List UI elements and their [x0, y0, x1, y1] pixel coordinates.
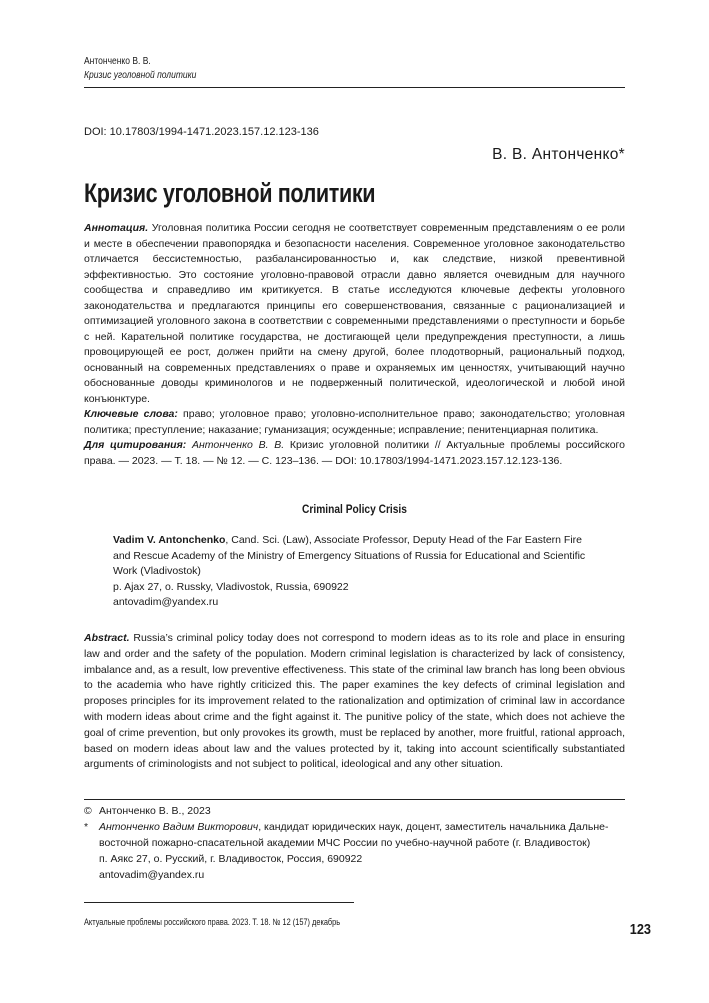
footnotes — [84, 803, 625, 883]
article-author: В. В. Антонченко* — [492, 146, 625, 163]
author-footnote-mark: * — [84, 821, 89, 833]
journal-footer: Актуальные проблемы российского права. 2023. Т. 18. № 12 (157) декабрь — [84, 917, 341, 927]
annotation-text: Уголовная политика России сегодня не соответствует современным представлениям о ее роли и месте в обеспечении правопорядка и безопасности населения. Современное уголовное законодательство отличается бессистемностью, разбалансированностью и, как следствие, низкой превентивной эффективностью. Это состояние уголовно-правовой отрасли давно является очевидным для научного сообщества и справедливо им критикуется. В статье исследуются ключевые дефекты уголовного законодательства и предлагаются принципы его совершенствования, связанные с рационализацией и оптимизацией уголовного закона в соответствии с современными представлениями о преступности и борьбе с ней. Карательной политике государства, не достигающей цели предупреждения преступности, а лишь провоцирующей ее рост, должен прийти на смену другой, более плодотворный, рациональный подход, основанный на современных представлениях о праве и охраняемых им ценностях, учитывающий научно обоснованные доводы криминологов и не подверженный политической, идеологической и любой иной конъюнктуре. — [84, 222, 625, 405]
english-author-line-1 — [113, 533, 613, 549]
header-rule — [84, 87, 625, 88]
english-address: p. Ajax 27, o. Russky, Vladivostok, Russia, 690922 — [113, 580, 349, 593]
footnote-line-3: п. Аякс 27, о. Русский, г. Владивосток, Россия, 690922 — [99, 853, 363, 865]
citation-label: Для цитирования: — [84, 439, 187, 451]
citation-author: Антонченко В. В. — [192, 439, 285, 451]
footnote-author-name: Антонченко Вадим Викторович — [99, 821, 259, 833]
footnote-line-4: antovadim@yandex.ru — [99, 869, 205, 881]
running-header-author: Антонченко В. В. — [84, 56, 151, 67]
doi-line: DOI: 10.17803/1994-1471.2023.157.12.123-136 — [84, 126, 319, 138]
english-affiliation-3: Work (Vladivostok) — [113, 565, 201, 577]
english-affiliation-2: and Rescue Academy of the Ministry of Emergency Situations of Russia for Educational and Scientific — [113, 549, 586, 562]
author-footnote-body — [99, 819, 625, 883]
russian-abstract-block — [84, 221, 625, 469]
footnote-line-2: восточной пожарно-спасательной академии МЧС России по учебно-научной работе (г. Владивосток) — [99, 837, 591, 849]
english-abstract — [84, 631, 625, 773]
english-abstract-text: Russia’s criminal policy today does not correspond to modern ideas as to its role and place in ensuring law and order and the safety of the population. Modern criminal legislation is characterized by lack of consistency, imbalance and, as a result, low preventive effectiveness. This state of the criminal law branch has long been obvious to the academia who have rightly criticized this. The paper examines the key defects of criminal legislation and proposes principles for its improvement related to the rationalization and optimization of criminal law in accordance with modern ideas about crime and the fight against it. The punitive policy of the state, which does not achieve the goal of crime prevention, but only provokes its growth, must be replaced by another, more fruitful, rational approach, based on modern ideas about law and the values protected by it, taking into account scientifically substantiated arguments of criminologists and not subject to political, ideological and any other situation. — [84, 632, 625, 771]
copyright-footnote — [84, 803, 625, 819]
author-footnote — [84, 819, 625, 883]
english-abstract-label: Abstract. — [84, 632, 130, 644]
english-email: antovadim@yandex.ru — [113, 596, 219, 608]
annotation-paragraph — [84, 221, 625, 407]
citation-text: Кризис уголовной политики // Актуальные проблемы российского права. — 2023. — Т. 18. — № 12. — С. 123–136. — DOI: 10.17803/1994-1471.2023.157.12.123-136. — [84, 439, 625, 467]
citation-paragraph — [84, 438, 625, 469]
english-title: Criminal Policy Crisis — [302, 502, 407, 516]
footnote-rule — [84, 799, 625, 800]
keywords-text: право; уголовное право; уголовно-исполнительное право; законодательство; уголовная политика; преступление; наказание; гуманизация; осужденные; исправление; пенитенциарная политика. — [84, 408, 625, 436]
annotation-label: Аннотация. — [84, 222, 149, 234]
english-affiliation-1: , Cand. Sci. (Law), Associate Professor, Deputy Head of the Far Eastern Fire — [225, 534, 582, 546]
article-title: Кризис уголовной политики — [84, 178, 376, 208]
footer-rule — [84, 902, 354, 903]
english-author-block — [113, 533, 613, 611]
footnote-line-1: , кандидат юридических наук, доцент, заместитель начальника Дальне- — [258, 821, 609, 833]
keywords-paragraph — [84, 407, 625, 438]
copyright-mark: © — [84, 805, 92, 817]
keywords-label: Ключевые слова: — [84, 408, 178, 420]
copyright-text: Антонченко В. В., 2023 — [99, 805, 211, 817]
running-header-title: Кризис уголовной политики — [84, 70, 197, 81]
english-author-name: Vadim V. Antonchenko — [113, 534, 226, 546]
page-number: 123 — [629, 921, 651, 938]
